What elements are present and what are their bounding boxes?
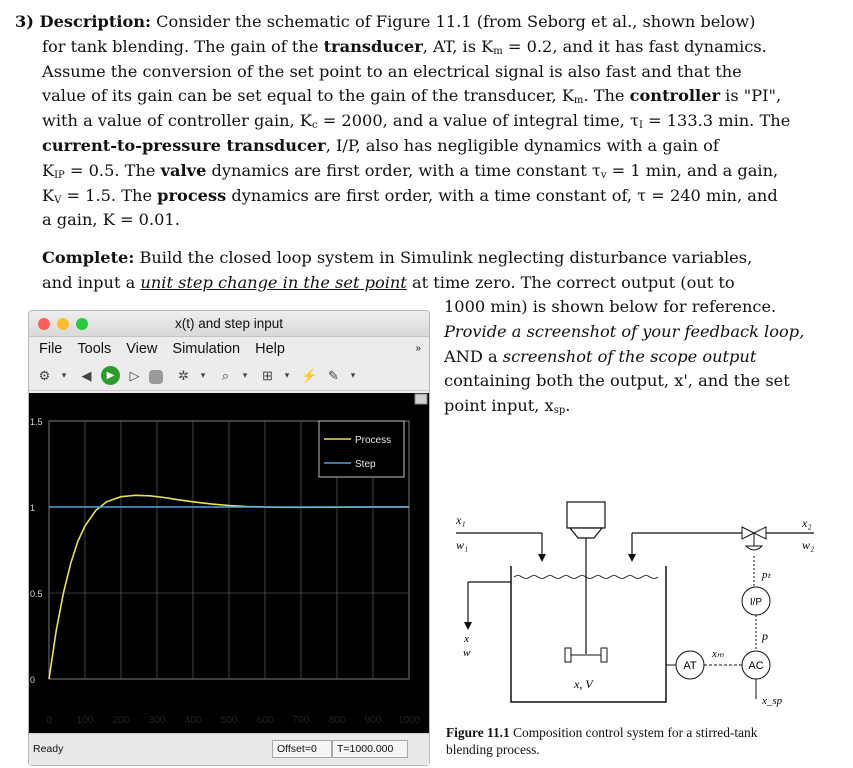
label-pt: pₜ <box>762 569 771 581</box>
label-xsp: x_sp <box>762 695 783 707</box>
label-w2: w₂ <box>802 538 815 552</box>
step-back-icon[interactable]: ◀ <box>81 368 92 383</box>
scope-statusbar <box>29 733 429 765</box>
scope-toolbar <box>29 361 429 391</box>
label-xm: xₘ <box>712 648 724 660</box>
menu-overflow-icon[interactable]: » <box>415 343 421 354</box>
x-tick-label: 300 <box>148 715 166 726</box>
complete-paragraph <box>42 246 842 296</box>
y-tick-label: 1.5 <box>30 417 43 427</box>
description-line-7: $K_{IP} = 0.5$. The valve dynamics are first order, with a time constant $\tau_v = 1$ min, and a gain, <box>42 160 779 181</box>
scope-window-title: x(t) and step input <box>174 316 284 331</box>
complete-line-1: Complete: Build the closed loop system in Simulink neglecting disturbance variables, <box>42 248 753 267</box>
status-ready: Ready <box>33 743 64 755</box>
status-time: T=1000.000 <box>332 740 408 758</box>
complete-right-line-4: containing both the output, x', and the set <box>444 371 790 391</box>
label-x2: x₂ <box>802 516 812 530</box>
zoom-icon[interactable]: ⌕ <box>221 368 230 383</box>
x-tick-label: 0 <box>46 715 52 726</box>
x-tick-label: 1000 <box>397 715 421 726</box>
description-line-2: for tank blending. The gain of the transducer, AT, is $K_m = 0.2$, and it has fast dynamics. <box>42 36 767 57</box>
label-p: p <box>762 629 768 643</box>
complete-right-line-3: AND a screenshot of the scope output <box>444 346 757 366</box>
x-tick-label: 600 <box>256 715 274 726</box>
label-xv: x, V <box>574 677 593 691</box>
legend-label: Step <box>355 459 376 470</box>
description-line-4: value of its gain can be set equal to the gain of the transducer, $K_m$. The controller is "PI", <box>42 86 782 107</box>
status-offset: Offset=0 <box>272 740 332 758</box>
description-paragraph <box>15 10 845 233</box>
label-w: w <box>463 647 471 659</box>
stream1-arrow-icon <box>538 554 546 562</box>
label-at: AT <box>683 660 697 672</box>
outlet-arrow-icon <box>464 622 472 630</box>
edit-dropdown-icon[interactable]: ▾ <box>350 370 356 380</box>
motor-base-icon <box>570 528 602 538</box>
edit-icon[interactable]: ✎ <box>328 368 339 383</box>
y-tick-label: 0 <box>30 675 36 685</box>
scope-titlebar <box>29 311 429 337</box>
description-line-5: with a value of controller gain, $K_c = 2000$, and a value of integral time, $\tau_I = 133.3$ min. The <box>42 111 791 132</box>
autoscale-icon[interactable]: ⊞ <box>262 368 273 383</box>
highlight-dropdown-icon[interactable]: ▾ <box>200 370 206 380</box>
figure-caption <box>446 724 836 758</box>
settings-gear-icon[interactable]: ⚙ <box>38 368 51 383</box>
menu-tools[interactable]: Tools <box>77 341 112 357</box>
legend-label: Process <box>355 435 392 446</box>
highlight-icon[interactable]: ✲ <box>178 368 189 383</box>
label-ip: I/P <box>749 597 763 608</box>
description-line-3: Assume the conversion of the set point to an electrical signal is also fast and that the <box>42 61 742 81</box>
menu-file[interactable]: File <box>39 341 63 357</box>
valve-right-icon <box>754 527 766 539</box>
label-x1: x₁ <box>456 513 466 527</box>
trigger-icon[interactable]: ⚡ <box>301 368 318 383</box>
figure-caption-line-2: blending process. <box>446 742 540 757</box>
x-tick-label: 400 <box>184 715 202 726</box>
scope-plot-area <box>29 393 429 733</box>
x-tick-label: 900 <box>364 715 382 726</box>
settings-dropdown-icon[interactable]: ▾ <box>61 370 67 380</box>
x-tick-label: 500 <box>220 715 238 726</box>
description-line-1: 3) Description: Consider the schematic of Figure 11.1 (from Seborg et al., shown below) <box>15 12 756 31</box>
x-tick-label: 800 <box>328 715 346 726</box>
description-line-9: a gain, K = 0.01. <box>42 210 180 230</box>
expand-axes-icon <box>415 394 427 404</box>
x-tick-label: 200 <box>112 715 130 726</box>
impeller-left-icon <box>565 648 571 662</box>
label-w1: w₁ <box>456 538 469 552</box>
tank-schematic <box>446 494 846 724</box>
scope-menubar <box>29 337 429 361</box>
stop-icon[interactable] <box>149 370 163 384</box>
menu-help[interactable]: Help <box>255 341 285 357</box>
step-forward-icon[interactable]: ▷ <box>129 368 140 383</box>
motor-icon <box>567 502 605 528</box>
figure-caption-line-1: Figure 11.1 Composition control system for a stirred-tank <box>446 725 758 740</box>
zoom-dropdown-icon[interactable]: ▾ <box>242 370 248 380</box>
x-tick-label: 700 <box>292 715 310 726</box>
description-line-6: current-to-pressure transducer, I/P, also has negligible dynamics with a gain of <box>42 135 719 155</box>
impeller-right-icon <box>601 648 607 662</box>
autoscale-dropdown-icon[interactable]: ▾ <box>284 370 290 380</box>
label-ac: AC <box>748 660 764 672</box>
complete-right-line-2: Provide a screenshot of your feedback loop, <box>444 321 805 341</box>
valve-actuator-icon <box>746 546 762 550</box>
scope-chart <box>29 393 429 733</box>
run-icon[interactable]: ▶ <box>101 366 120 385</box>
menu-simulation[interactable]: Simulation <box>172 341 241 357</box>
complete-right-line-1: 1000 min) is shown below for reference. <box>444 297 777 316</box>
y-tick-label: 1 <box>30 503 36 513</box>
valve-left-icon <box>742 527 754 539</box>
complete-right-column <box>444 295 844 419</box>
complete-line-2: and input a unit step change in the set point at time zero. The correct output (out to <box>42 272 735 292</box>
y-tick-label: 0.5 <box>30 589 43 599</box>
x-tick-label: 100 <box>76 715 94 726</box>
complete-right-line-5: point input, $x_{sp}$. <box>444 396 571 417</box>
scope-window <box>28 310 430 766</box>
description-line-8: $K_V = 1.5$. The process dynamics are first order, with a time constant of, τ = 240 min, and <box>42 185 778 206</box>
menu-view[interactable]: View <box>126 341 158 357</box>
stream2-arrow-icon <box>628 554 636 562</box>
label-x: x <box>464 633 469 645</box>
